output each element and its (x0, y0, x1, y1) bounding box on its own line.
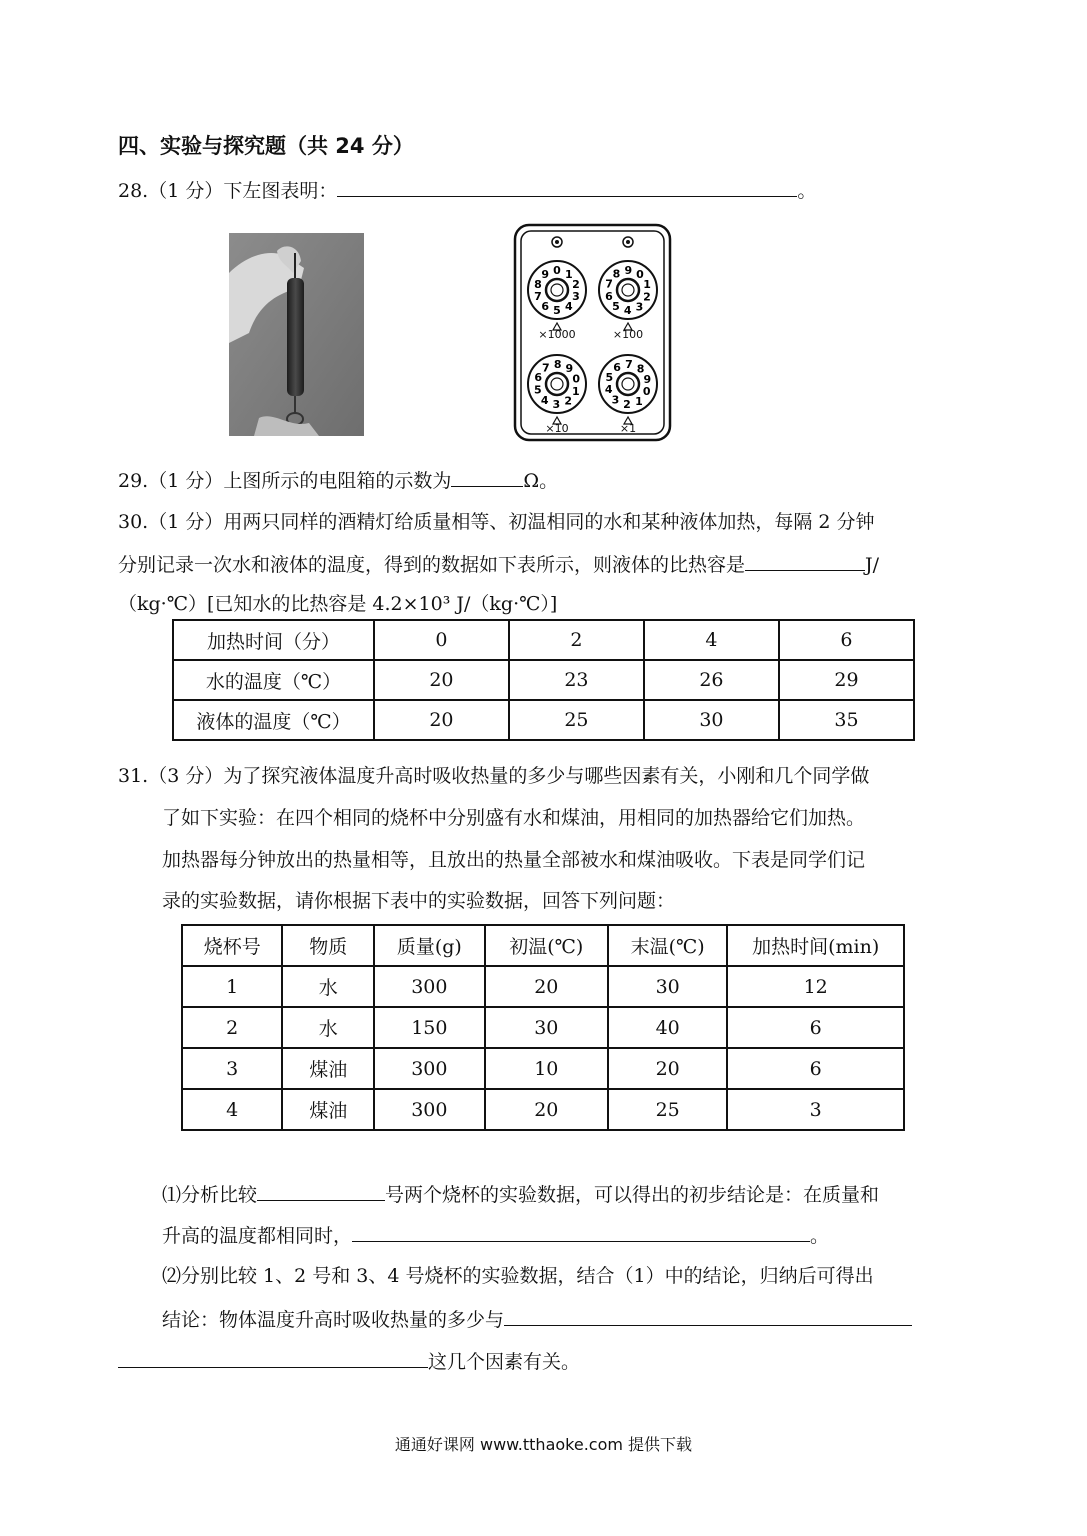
q30-table-cell: 0 (374, 620, 509, 660)
q30-table-cell: 20 (374, 660, 509, 700)
dial-digit: 1 (635, 394, 643, 408)
q29-suffix: Ω。 (523, 470, 559, 492)
dial-digit: 5 (553, 304, 561, 317)
q31-sub2-line-3 (118, 1347, 580, 1375)
q31-sub2-line2-prefix: 结论：物体温度升高时吸收热量的多少与 (162, 1309, 505, 1331)
q30-line2-prefix: 分别记录一次水和液体的温度，得到的数据如下表所示，则液体的比热容是 (118, 554, 746, 576)
q28-suffix: 。 (797, 180, 817, 202)
dial-digit: 2 (643, 290, 651, 304)
q31-table-cell: 300 (374, 1089, 485, 1130)
q31-table-cell: 2 (182, 1007, 282, 1048)
dial-digit: 3 (635, 300, 644, 314)
dial-digit: 4 (604, 383, 613, 397)
dial-digit: 5 (533, 383, 542, 397)
q31-table-cell: 3 (727, 1089, 904, 1130)
question-29 (118, 466, 558, 494)
q30-answer-blank[interactable] (745, 550, 865, 571)
q30-table-row (173, 700, 914, 740)
q30-table-row (173, 620, 914, 660)
q30-table-cell: 25 (509, 700, 644, 740)
dial-digit: 0 (636, 268, 644, 281)
dial-digit: 1 (643, 278, 651, 292)
dial-digit: 9 (624, 264, 633, 277)
spring-scale-photo (229, 233, 364, 436)
q31-sub1-blank-conclusion[interactable] (352, 1221, 810, 1242)
q30-table-cell: 30 (644, 700, 779, 740)
q29-answer-blank[interactable] (451, 466, 523, 487)
dial-digit: 5 (612, 300, 620, 313)
q31-table-cell: 25 (608, 1089, 727, 1130)
dial-digit: 8 (534, 277, 542, 291)
q31-table-cell: 20 (608, 1048, 727, 1089)
dial-label-x1000: ×1000 (538, 328, 576, 341)
q31-sub2-line3-suffix: 这几个因素有关。 (428, 1351, 581, 1373)
q31-line-1: 31.（3 分）为了探究液体温度升高时吸收热量的多少与哪些因素有关，小刚和几个同学做 (118, 765, 870, 787)
dial-digit: 0 (572, 372, 581, 386)
q31-line-4: 录的实验数据，请你根据下表中的实验数据，回答下列问题： (162, 890, 676, 912)
q31-table-cell: 30 (485, 1007, 608, 1048)
dial-digit: 8 (553, 358, 562, 371)
dial-digit: 6 (613, 361, 621, 375)
dial-digit: 4 (623, 304, 632, 317)
q31-table-cell: 20 (485, 966, 608, 1007)
q30-table-cell: 29 (779, 660, 914, 700)
q31-sub2-line-2 (162, 1305, 912, 1333)
dial-digit: 8 (636, 362, 645, 376)
q31-sub1-line-1 (162, 1180, 879, 1208)
q31-table-row (182, 925, 904, 966)
q29-prefix: 29.（1 分）上图所示的电阻箱的示数为 (118, 470, 452, 492)
q31-table-cell: 10 (485, 1048, 608, 1089)
dial-digit: 8 (612, 267, 621, 281)
q31-table-row (182, 1007, 904, 1048)
q31-table-cell: 6 (727, 1007, 904, 1048)
q31-sub1-blank-beakers[interactable] (257, 1180, 385, 1201)
dial-digit: 3 (552, 398, 561, 411)
dial-label-x100: ×100 (612, 328, 644, 341)
q31-table-row (182, 966, 904, 1007)
q30-table-cell: 6 (779, 620, 914, 660)
q31-table-cell: 20 (485, 1089, 608, 1130)
q31-table-cell: 40 (608, 1007, 727, 1048)
q31-table-cell: 150 (374, 1007, 485, 1048)
q31-sub1-line2-suffix: 。 (810, 1225, 830, 1247)
resistance-box-figure (512, 222, 673, 443)
footer-credit: 通通好课网 www.tthaoke.com 提供下载 (394, 1435, 693, 1454)
q28-prefix: 28.（1 分）下左图表明： (118, 180, 338, 202)
q30-table-cell: 水的温度（℃） (173, 660, 374, 700)
q31-table-cell: 300 (374, 966, 485, 1007)
dial-digit: 2 (623, 398, 631, 411)
q30-table-cell: 35 (779, 700, 914, 740)
q31-table-row (182, 1089, 904, 1130)
q31-table-cell: 4 (182, 1089, 282, 1130)
q30-line-1: 30.（1 分）用两只同样的酒精灯给质量相等、初温相同的水和某种液体加热，每隔 2 分钟 (118, 511, 875, 533)
dial-digit: 6 (605, 289, 613, 303)
q31-table-cell: 煤油 (282, 1089, 374, 1130)
dial-digit: 9 (565, 362, 574, 376)
dial-label-x10: ×10 (545, 422, 569, 435)
question-28 (118, 176, 816, 204)
q31-table-cell: 煤油 (282, 1048, 374, 1089)
q31-table-cell: 末温(℃) (608, 925, 727, 966)
q30-table-cell: 20 (374, 700, 509, 740)
q30-table-cell: 23 (509, 660, 644, 700)
dial-digit: 2 (572, 277, 580, 291)
dial-digit: 6 (534, 371, 543, 385)
dial-digit: 6 (541, 300, 550, 314)
q31-table-cell: 质量(g) (374, 925, 485, 966)
q31-sub1-prefix: ⑴分析比较 (162, 1184, 258, 1206)
q31-table-cell: 300 (374, 1048, 485, 1089)
q31-table-cell: 30 (608, 966, 727, 1007)
q30-table-cell: 2 (509, 620, 644, 660)
q30-table-cell: 26 (644, 660, 779, 700)
dial-digit: 0 (642, 385, 651, 399)
q30-table-cell: 液体的温度（℃） (173, 700, 374, 740)
dial-digit: 7 (541, 361, 550, 375)
q30-line-2 (118, 550, 879, 578)
q31-table-row (182, 1048, 904, 1089)
dial-digit: 5 (605, 370, 614, 384)
dial-label-x1: ×1 (619, 422, 637, 435)
dial-digit: 9 (541, 267, 550, 281)
dial-digit: 1 (571, 384, 580, 398)
dial-digit: 1 (564, 267, 573, 281)
dial-digit: 3 (572, 290, 580, 304)
section-heading: 四、实验与探究题（共 24 分） (118, 134, 414, 158)
q31-table-cell: 初温(℃) (485, 925, 608, 966)
q31-table-cell: 6 (727, 1048, 904, 1089)
dial-digit: 4 (540, 393, 549, 407)
dial-digit: 7 (605, 277, 613, 291)
q31-table-cell: 水 (282, 966, 374, 1007)
q31-table-cell: 水 (282, 1007, 374, 1048)
q30-line-3: （kg·℃）[已知水的比热容是 4.2×10³ J/（kg·℃）] (118, 593, 558, 615)
dial-digit: 7 (625, 358, 633, 371)
q30-table (172, 619, 915, 741)
dial-digit: 4 (564, 300, 573, 314)
q30-table-row (173, 660, 914, 700)
q31-table-cell: 烧杯号 (182, 925, 282, 966)
dial-digit: 0 (553, 264, 561, 277)
q30-table-cell: 加热时间（分） (173, 620, 374, 660)
q31-sub2-line-1: ⑵分别比较 1、2 号和 3、4 号烧杯的实验数据，结合（1）中的结论，归纳后可得出 (162, 1265, 874, 1287)
q31-sub1-line-2 (162, 1221, 829, 1249)
q31-sub1-mid: 号两个烧杯的实验数据，可以得出的初步结论是：在质量和 (385, 1184, 880, 1206)
q31-table-cell: 12 (727, 966, 904, 1007)
q31-sub2-blank-1[interactable] (504, 1305, 912, 1326)
q30-table-cell: 4 (644, 620, 779, 660)
q31-line-2: 了如下实验：在四个相同的烧杯中分别盛有水和煤油，用相同的加热器给它们加热。 (162, 807, 866, 829)
dial-digit: 9 (643, 372, 652, 386)
q31-line-3: 加热器每分钟放出的热量相等，且放出的热量全部被水和煤油吸收。下表是同学们记 (162, 849, 866, 871)
dial-digit: 2 (564, 394, 573, 408)
q31-sub1-line2-prefix: 升高的温度都相同时， (162, 1225, 353, 1247)
dial-digit: 3 (611, 393, 620, 407)
q31-sub2-blank-2[interactable] (118, 1347, 428, 1368)
q31-table-cell: 3 (182, 1048, 282, 1089)
q31-table-cell: 1 (182, 966, 282, 1007)
dial-digit: 7 (534, 290, 542, 304)
q30-line2-suffix: J/ (865, 554, 880, 576)
q28-answer-blank[interactable] (337, 176, 797, 197)
q31-table-cell: 物质 (282, 925, 374, 966)
q31-table (181, 924, 905, 1131)
q31-table-cell: 加热时间(min) (727, 925, 904, 966)
